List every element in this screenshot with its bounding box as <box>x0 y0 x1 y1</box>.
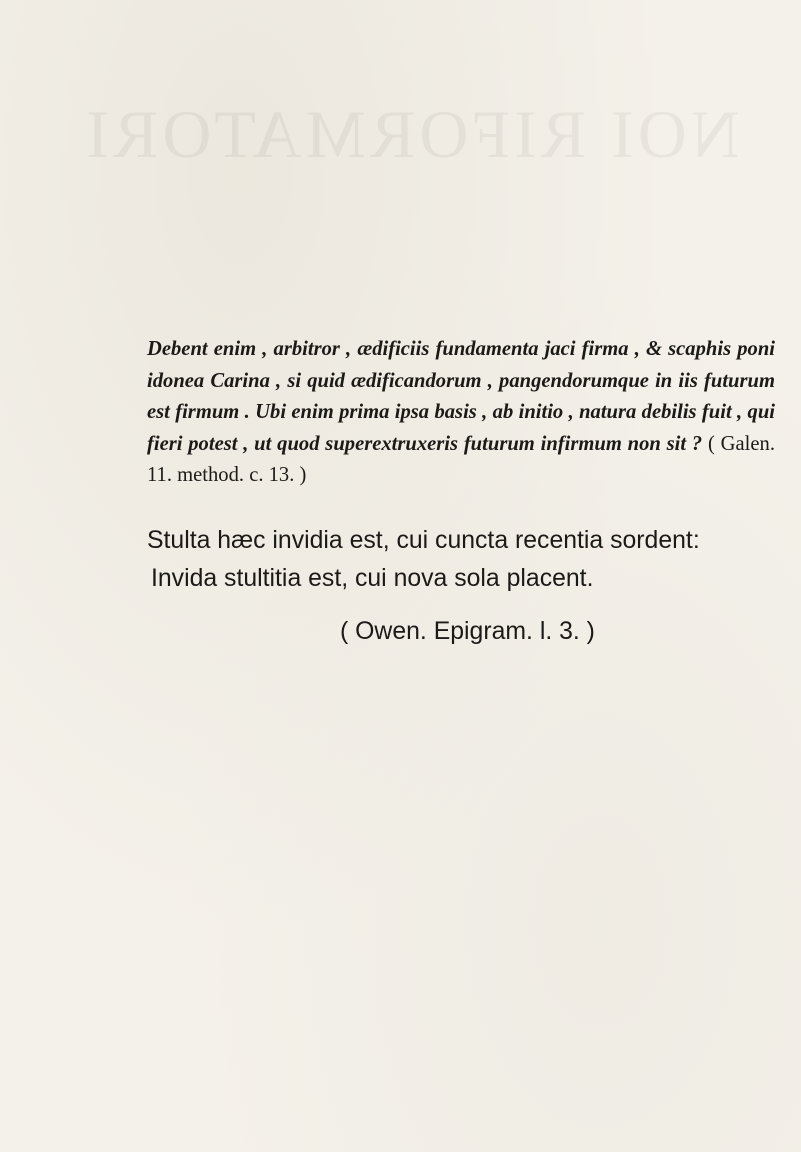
epigram-line-2: Invida stultitia est, cui nova sola placent. <box>151 565 594 592</box>
show-through-text: NOI RIFORMATORI <box>82 96 740 172</box>
quote-citation: ( Galen. 11. method. c. 13. ) <box>147 432 775 487</box>
epigram-line-1: Stulta hæc invidia est, cui cuncta recentia sordent: <box>147 527 700 554</box>
epigram <box>147 522 787 598</box>
quote-text: Debent enim , arbitror , ædificiis fundamenta jaci firma , & scaphis poni idonea Carina , si quid ædificandorum , pangendorumque in iis futurum est firmum . Ubi enim prima ipsa basis , ab initio , natura debilis fuit , qui fieri potest , ut quod superextruxeris futurum infirmum non sit ? <box>147 338 775 455</box>
latin-quote <box>147 334 775 492</box>
epigram-attribution: ( Owen. Epigram. l. 3. ) <box>340 618 595 645</box>
